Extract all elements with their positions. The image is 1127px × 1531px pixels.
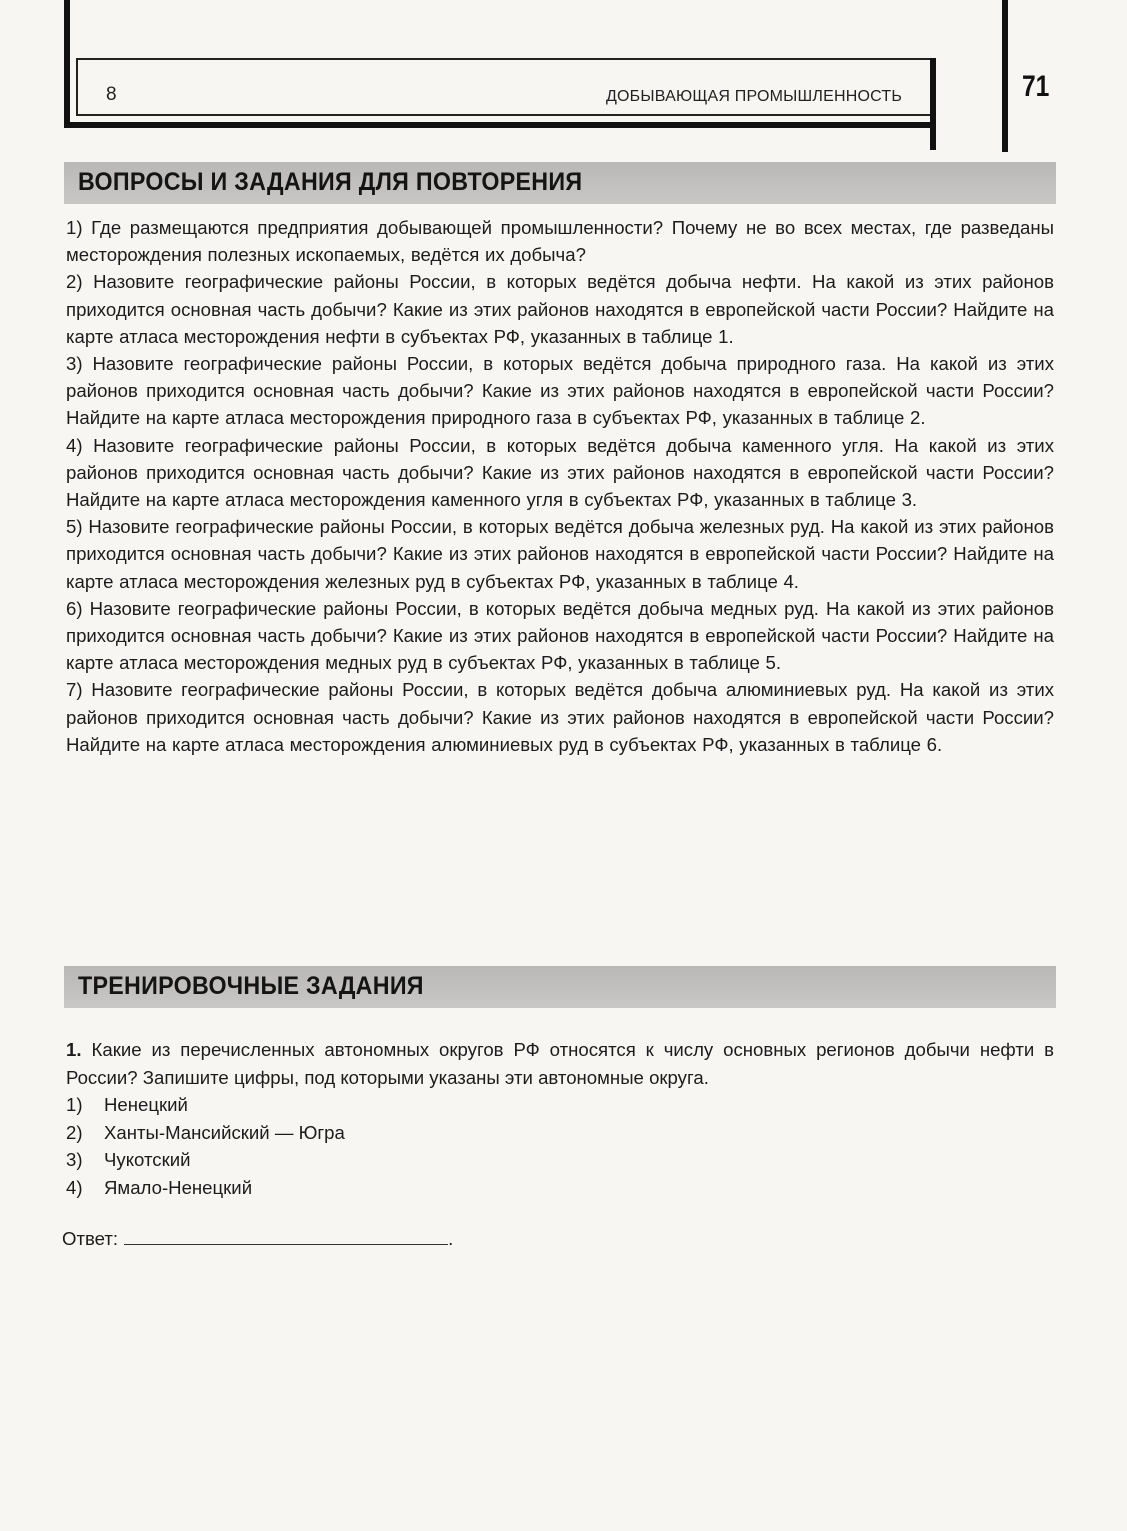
task-option-label: Ханты-Мансийский — Югра	[104, 1121, 345, 1143]
task-option-number: 3)	[66, 1149, 83, 1170]
review-section-title: ВОПРОСЫ И ЗАДАНИЯ ДЛЯ ПОВТОРЕНИЯ	[78, 168, 583, 196]
task-option-number: 4)	[66, 1176, 83, 1198]
chapter-title: ДОБЫВАЮЩАЯ ПРОМЫШЛЕННОСТЬ	[606, 88, 903, 105]
review-question-1: 1) Где размещаются предприятия добывающей промышленности? Почему не во всех местах, где разведаны месторождения полезных ископаемых, ведётся их добыча?	[66, 217, 1054, 266]
chapter-number: 8	[106, 84, 117, 105]
review-question-6: 6) Назовите географические районы России, в которых ведётся добыча медных руд. На какой из этих районов приходится основная часть добычи? Какие из этих районов находятся в европейской части России? Найдите на карте атласа месторождения медных руд в субъектах РФ, указанных в таблице 5.	[66, 597, 1054, 674]
page-number: 71	[1022, 70, 1050, 103]
review-question-3: 3) Назовите географические районы России, в которых ведётся добыча природного газа. На какой из этих районов приходится основная часть добычи? Какие из этих районов находятся в европейской части России? Найдите на карте атласа месторождения природного газа в субъектах РФ, указанных в таблице 2.	[66, 353, 1054, 429]
task-options-list	[66, 1091, 1054, 1201]
task-option	[66, 1091, 1054, 1119]
page-number-rule	[1002, 0, 1008, 152]
review-questions-list	[66, 214, 1054, 758]
header-frame-bottom-rule	[64, 122, 936, 128]
task-option	[66, 1146, 1054, 1174]
review-question-5: 5) Назовите географические районы России, в которых ведётся добыча железных руд. На какой из этих районов приходится основная часть добычи? Какие из этих районов находятся в европейской части России? Найдите на карте атласа месторождения железных руд в субъектах РФ, указанных в таблице 4.	[66, 516, 1054, 592]
answer-label: Ответ:	[62, 1228, 119, 1249]
task-number: 1.	[66, 1039, 82, 1060]
training-section-title: ТРЕНИРОВОЧНЫЕ ЗАДАНИЯ	[78, 972, 424, 1000]
header-frame-left-rule	[64, 0, 70, 128]
training-section-banner	[64, 966, 1056, 1008]
answer-period: .	[448, 1228, 454, 1249]
task-option-label: Чукотский	[104, 1149, 191, 1170]
task-question	[66, 1036, 1054, 1091]
review-section-banner	[64, 162, 1056, 204]
answer-blank-line[interactable]	[124, 1226, 448, 1245]
task-option-number: 2)	[66, 1121, 83, 1143]
header-frame	[76, 58, 934, 116]
task-option-number: 1)	[66, 1094, 83, 1115]
review-question-4: 4) Назовите географические районы России, в которых ведётся добыча каменного угля. На какой из этих районов приходится основная часть добычи? Какие из этих районов находятся в европейской части России? Найдите на карте атласа месторождения каменного угля в субъектах РФ, указанных в таблице 3.	[66, 434, 1054, 511]
answer-row	[62, 1226, 453, 1250]
task-option	[66, 1119, 1054, 1147]
task-option	[66, 1174, 1054, 1202]
training-task-1	[66, 1036, 1054, 1201]
task-question-text: Какие из перечисленных автономных округов РФ относятся к числу основных регионов добычи нефти в России? Запишите цифры, под которыми указаны эти автономные округа.	[66, 1039, 1054, 1088]
task-option-label: Ямало-Ненецкий	[104, 1176, 253, 1198]
task-option-label: Ненецкий	[104, 1094, 188, 1115]
review-question-2: 2) Назовите географические районы России, в которых ведётся добыча нефти. На какой из этих районов приходится основная часть добычи? Какие из этих районов находятся в европейской части России? Найдите на карте атласа месторождения нефти в субъектах РФ, указанных в таблице 1.	[66, 271, 1054, 347]
header-frame-right-rule	[930, 58, 936, 150]
review-question-7: 7) Назовите географические районы России, в которых ведётся добыча алюминиевых руд. На какой из этих районов приходится основная часть добычи? Какие из этих районов находятся в европейской части России? Найдите на карте атласа месторождения алюминиевых руд в субъектах РФ, указанных в таблице 6.	[66, 679, 1054, 755]
